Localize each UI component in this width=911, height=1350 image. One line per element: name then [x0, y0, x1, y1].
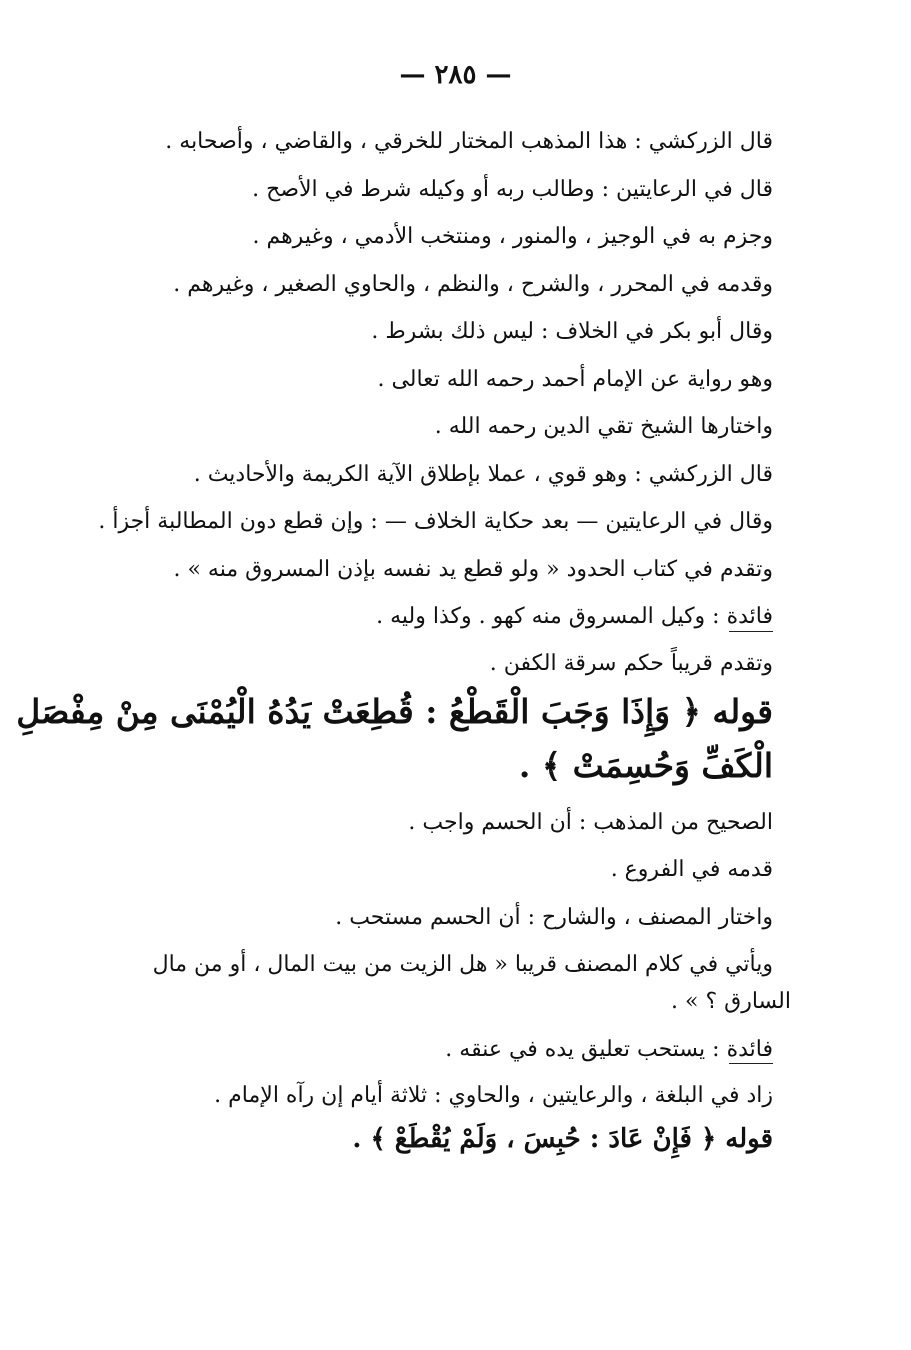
quoted-lemma-line: قوله ﴿ وَإِذَا وَجَبَ الْقَطْعُ : قُطِعَتْ يَدُهُ الْيُمْنَى مِنْ مِفْصَلِ [16, 691, 773, 731]
text-line: واختار المصنف ، والشارح : أن الحسم مستحب . [335, 904, 773, 930]
text-line: ويأتي في كلام المصنف قريبا « هل الزيت من بيت المال ، أو من مال [152, 952, 773, 977]
text-line-continued: السارق ؟ » . [671, 989, 791, 1014]
note-underline [729, 631, 773, 632]
commentary-section [113, 809, 791, 1156]
text-line: وتقدم في كتاب الحدود « ولو قطع يد نفسه بإذن المسروق منه » . [173, 556, 773, 582]
text-line: وتقدم قريباً حكم سرقة الكفن . [489, 650, 773, 676]
text-line: قال في الرعايتين : وطالب ربه أو وكيله شرط في الأصح . [252, 176, 773, 202]
text-line: واختارها الشيخ تقي الدين رحمه الله . [434, 414, 773, 439]
quoted-lemma-line: قوله ﴿ فَإِنْ عَادَ : حُبِسَ ، وَلَمْ يُقْطَعْ ﴾ . [352, 1124, 773, 1154]
text-line: وقال في الرعايتين — بعد حكاية الخلاف — : وإن قطع دون المطالبة أجزأ . [98, 509, 773, 534]
text-line: قال الزركشي : هذا المذهب المختار للخرقي ، والقاضي ، وأصحابه . [165, 129, 773, 154]
page-body [16, 128, 791, 1155]
text-line: وجزم به في الوجيز ، والمنور ، ومنتخب الأدمي ، وغيرهم . [252, 224, 773, 249]
text-line: قدمه في الفروع . [610, 857, 773, 882]
text-line: الصحيح من المذهب : أن الحسم واجب . [408, 809, 773, 835]
text-line: وهو رواية عن الإمام أحمد رحمه الله تعالى . [377, 366, 773, 392]
text-line: وقدمه في المحرر ، والشرح ، والنظم ، والحاوي الصغير ، وغيرهم . [173, 271, 773, 297]
benefit-note: فائدة : وكيل المسروق منه كهو . وكذا وليه . [376, 604, 773, 629]
quoted-lemma-line: الْكَفِّ وَحُسِمَتْ ﴾ . [518, 745, 773, 785]
note-underline [729, 1063, 773, 1064]
benefit-note: فائدة : يستحب تعليق يده في عنقه . [445, 1036, 773, 1062]
text-line: وقال أبو بكر في الخلاف : ليس ذلك بشرط . [371, 319, 773, 344]
text-line: زاد في البلغة ، والرعايتين ، والحاوي : ثلاثة أيام إن رآه الإمام . [214, 1083, 773, 1108]
text-line: قال الزركشي : وهو قوي ، عملا بإطلاق الآية الكريمة والأحاديث . [193, 461, 773, 487]
page-number: — ٢٨٥ — [399, 60, 512, 90]
